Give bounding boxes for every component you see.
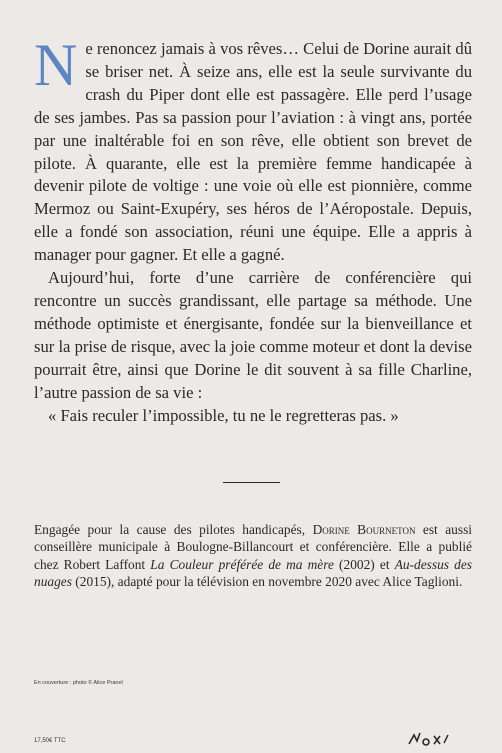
bio-text-4: (2015), adapté pour la télévision en novembre 2020 avec Alice Taglioni. — [71, 574, 463, 590]
cover-photo-credit: En couverture : photo © Alice Pranel — [34, 680, 123, 686]
author-bio — [34, 521, 472, 591]
bio-text-3: (2002) et — [333, 556, 395, 572]
book-title-2: Au-dessus des nuages — [34, 556, 472, 590]
bio-text-2: est aussi conseillère municipale à Boulogne-Billancourt et conférencière. Elle a publié chez Robert Laffont — [34, 522, 473, 572]
blurb-paragraph-2 — [34, 267, 472, 427]
blurb-paragraph-2-text: Aujourd’hui, forte d’une carrière de conférencière qui rencontre un succès grandissant, elle partage sa méthode. Une méthode optimiste et énergisante, fondée sur la bienveillance et sur la prise de risque, avec la joie comme moteur et dont la devise pourrait être, ainsi que Dorine le dit souvent à sa fille Charline, l’autre passion de sa vie : — [34, 268, 472, 402]
motto-quote: « Fais reculer l’impossible, tu ne le regretteras pas. » — [48, 405, 399, 425]
publisher-logo-icon — [406, 730, 450, 748]
section-divider — [223, 482, 280, 483]
bio-text-1: Engagée pour la cause des pilotes handicapés, — [34, 522, 313, 537]
book-title-1: La Couleur préférée de ma mère — [150, 556, 334, 572]
blurb-text — [34, 32, 472, 427]
blurb-paragraph-1-text: e renoncez jamais à vos rêves… Celui de Dorine aurait dû se briser net. À seize ans, elle est la seule survivante du crash du Piper dont elle est passagère. Elle perd l’usage de ses jambes. Pas sa passion pour l’aviation : à vingt ans, portée par une inaltérable foi en son rêve, elle obtient son brevet de pilote. À quarante, elle est la première femme handicapée à devenir pilote de voltige : une voie où elle est pionnière, comme Mermoz ou Saint-Exupéry, ses héros de l’Aéropostale. Depuis, elle a fondé son association, réuni une équipe. Elle a appris à manager pour gagner. Et elle a gagné. — [34, 39, 472, 265]
drop-cap-letter: N — [34, 32, 78, 98]
author-name: Dorine Bourneton — [312, 522, 416, 537]
blurb-paragraph-1 — [34, 32, 472, 267]
price-label: 17,50€ TTC — [34, 738, 66, 744]
